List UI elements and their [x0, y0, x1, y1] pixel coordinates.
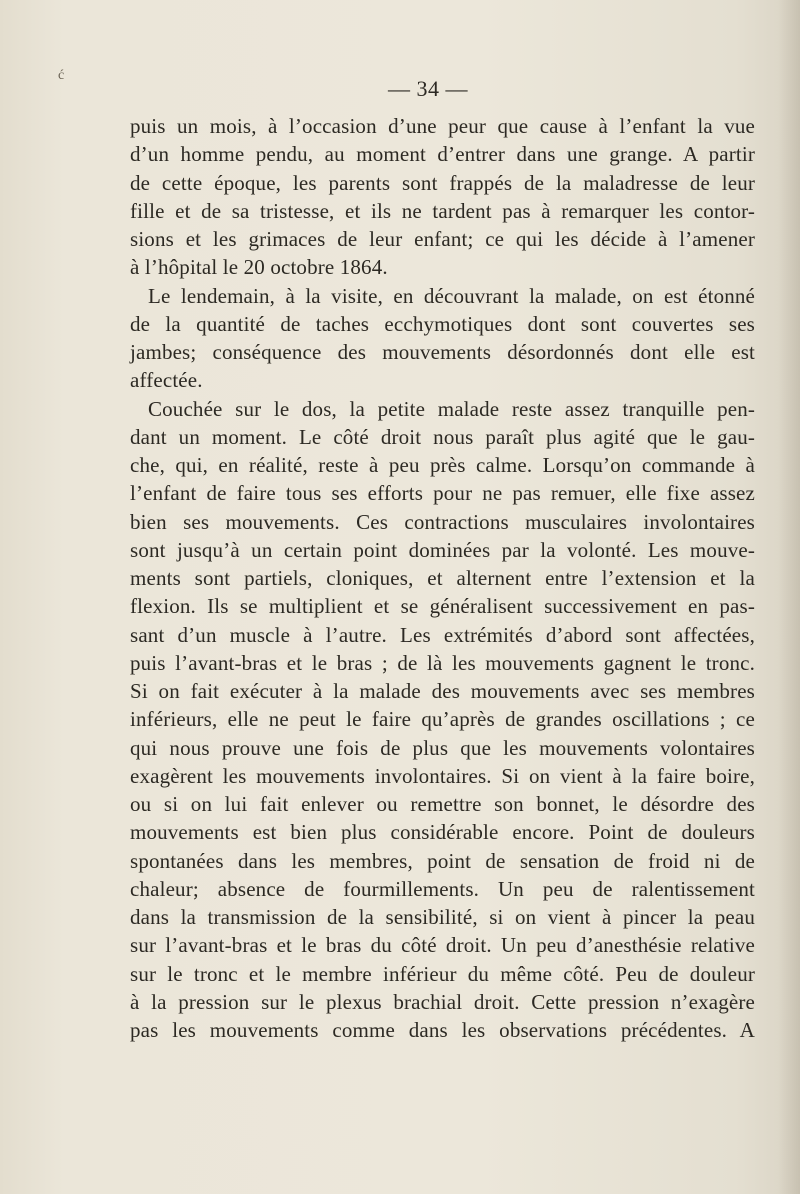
text-line: puis un mois, à l’occasion d’une peur que cause à l’enfant la vue [130, 114, 755, 138]
text-line: sur l’avant-bras et le bras du côté droit. Un peu d’anesthésie relative [130, 933, 755, 958]
text-line: fille et de sa tristesse, et ils ne tardent pas à remarquer les contor- [130, 198, 755, 223]
text-line: chaleur; absence de fourmillements. Un peu de ralentissement [130, 876, 755, 901]
text-line: puis l’avant-bras et le bras ; de là les mouvements gagnent le tronc. [130, 650, 755, 675]
text-line: pas les mouvements comme dans les observations précédentes. A [130, 1018, 755, 1042]
text-body [130, 112, 755, 1044]
text-line: flexion. Ils se multiplient et se généralisent successivement en pas- [130, 594, 755, 619]
text-line: sant d’un muscle à l’autre. Les extrémités d’abord sont affectées, [130, 622, 755, 647]
text-line: à la pression sur le plexus brachial droit. Cette pression n’exagère [130, 989, 755, 1014]
text-line: Couchée sur le dos, la petite malade reste assez tranquille pen- [148, 396, 755, 421]
text-line: spontanées dans les membres, point de sensation de froid ni de [130, 848, 755, 873]
page-edge-shadow [778, 0, 800, 1194]
text-line: d’un homme pendu, au moment d’entrer dans une grange. A partir [130, 142, 755, 167]
text-line: qui nous prouve une fois de plus que les mouvements volontaires [130, 735, 755, 760]
text-line: inférieurs, elle ne peut le faire qu’après de grandes oscillations ; ce [130, 707, 755, 732]
text-line: sont jusqu’à un certain point dominées par la volonté. Les mouve- [130, 537, 755, 562]
text-line: l’enfant de faire tous ses efforts pour ne pas remuer, elle fixe assez [130, 481, 755, 506]
text-line: Le lendemain, à la visite, en découvrant la malade, on est étonné [148, 283, 755, 308]
text-line: mouvements est bien plus considérable encore. Point de douleurs [130, 820, 755, 845]
text-line: dans la transmission de la sensibilité, si on vient à pincer la peau [130, 905, 755, 929]
text-line: bien ses mouvements. Ces contractions musculaires involontaires [130, 509, 755, 534]
text-line: che, qui, en réalité, reste à peu près calme. Lorsqu’on commande à [130, 453, 755, 477]
text-line: de cette époque, les parents sont frappés de la maladresse de leur [130, 170, 755, 195]
text-line: affectée. [130, 368, 203, 393]
text-line: ments sont partiels, cloniques, et alternent entre l’extension et la [130, 566, 755, 590]
text-line: de la quantité de taches ecchymotiques dont sont couvertes ses [130, 311, 755, 336]
text-line: sions et les grimaces de leur enfant; ce qui les décide à l’amener [130, 227, 755, 251]
margin-mark: ć [58, 68, 65, 83]
text-line: à l’hôpital le 20 octobre 1864. [130, 255, 388, 280]
text-line: Si on fait exécuter à la malade des mouvements avec ses membres [130, 679, 755, 703]
text-line: ou si on lui fait enlever ou remettre son bonnet, le désordre des [130, 792, 755, 816]
text-line: sur le tronc et le membre inférieur du même côté. Peu de douleur [130, 961, 755, 986]
text-line: jambes; conséquence des mouvements désordonnés dont elle est [130, 340, 755, 364]
page-number: — 34 — [388, 76, 468, 101]
text-line: dant un moment. Le côté droit nous paraît plus agité que le gau- [130, 424, 755, 449]
text-line: exagèrent les mouvements involontaires. Si on vient à la faire boire, [130, 763, 755, 788]
